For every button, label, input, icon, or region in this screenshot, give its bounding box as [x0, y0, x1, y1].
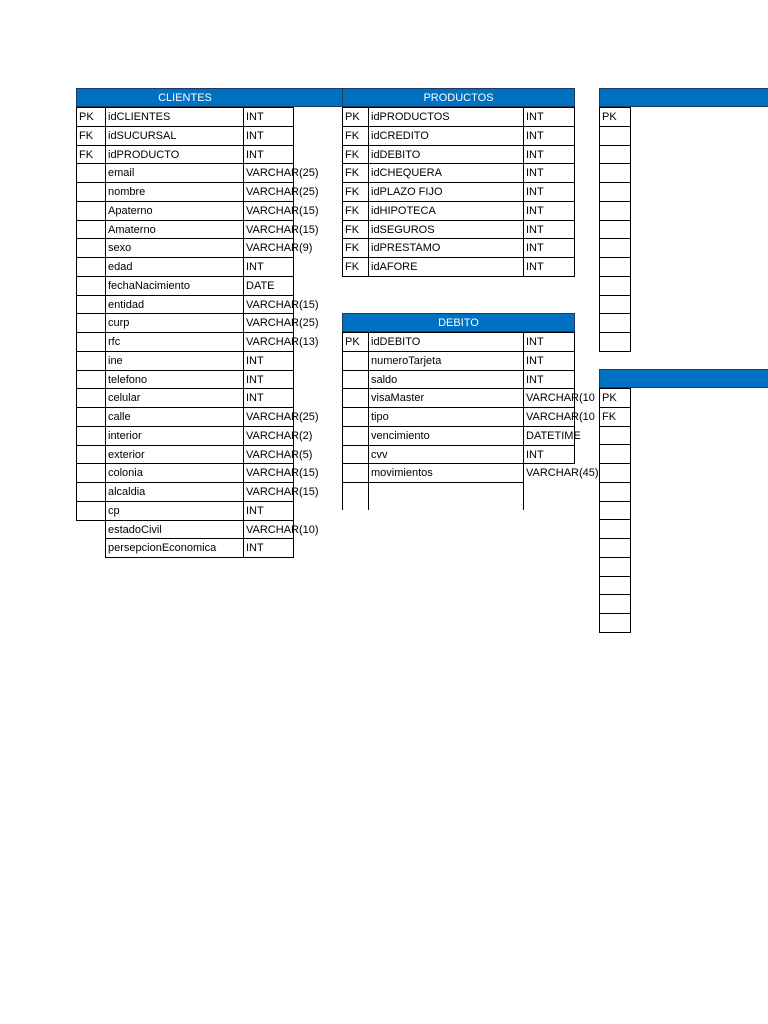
field-name-cell[interactable]: rfc	[105, 332, 244, 352]
key-cell[interactable]: FK	[76, 145, 106, 165]
key-cell[interactable]	[342, 370, 369, 390]
key-cell[interactable]	[76, 426, 106, 446]
key-cell[interactable]	[76, 220, 106, 240]
field-name-cell[interactable]: movimientos	[368, 463, 524, 483]
key-cell[interactable]: FK	[342, 220, 369, 240]
field-name-cell[interactable]: calle	[105, 407, 244, 427]
key-cell[interactable]	[76, 276, 106, 296]
data-type-cell[interactable]: VARCHAR(5)	[243, 445, 294, 465]
data-type-cell[interactable]: INT	[243, 501, 294, 521]
data-type-cell[interactable]: INT	[523, 445, 575, 465]
key-cell[interactable]: FK	[342, 163, 369, 183]
key-cell[interactable]	[76, 351, 106, 371]
key-cell[interactable]	[599, 519, 631, 539]
key-cell[interactable]: FK	[599, 407, 631, 427]
key-cell[interactable]	[342, 445, 369, 465]
data-type-cell[interactable]: VARCHAR(15)	[243, 201, 294, 221]
key-cell[interactable]	[599, 576, 631, 596]
key-cell[interactable]	[599, 145, 631, 165]
data-type-cell[interactable]: VARCHAR(10)	[243, 520, 294, 540]
data-type-cell[interactable]: INT	[243, 145, 294, 165]
data-type-cell[interactable]: VARCHAR(25)	[243, 313, 294, 333]
key-cell[interactable]: FK	[342, 126, 369, 146]
key-cell[interactable]: PK	[599, 388, 631, 408]
key-cell[interactable]	[599, 463, 631, 483]
field-name-cell[interactable]: idPRESTAMO	[368, 238, 524, 258]
key-cell[interactable]	[342, 351, 369, 371]
key-cell[interactable]	[599, 220, 631, 240]
field-name-cell[interactable]: idPRODUCTO	[105, 145, 244, 165]
field-name-cell[interactable]: alcaldia	[105, 482, 244, 502]
data-type-cell[interactable]: VARCHAR(25)	[243, 182, 294, 202]
data-type-cell[interactable]: INT	[523, 126, 575, 146]
key-cell[interactable]: FK	[342, 238, 369, 258]
data-type-cell[interactable]: INT	[243, 370, 294, 390]
data-type-cell[interactable]: DATETIME	[523, 426, 575, 446]
data-type-cell[interactable]: VARCHAR(10	[523, 407, 575, 427]
data-type-cell[interactable]: VARCHAR(13)	[243, 332, 294, 352]
key-cell[interactable]	[599, 201, 631, 221]
key-cell[interactable]	[76, 501, 106, 521]
key-cell[interactable]	[599, 163, 631, 183]
key-cell[interactable]: FK	[342, 145, 369, 165]
field-name-cell[interactable]: idPLAZO FIJO	[368, 182, 524, 202]
data-type-cell[interactable]: INT	[523, 370, 575, 390]
key-cell[interactable]	[599, 613, 631, 633]
column-divider	[342, 482, 343, 510]
data-type-cell[interactable]: INT	[523, 107, 575, 127]
key-cell[interactable]: FK	[342, 257, 369, 277]
key-cell[interactable]	[76, 482, 106, 502]
field-name-cell[interactable]: celular	[105, 388, 244, 408]
key-cell[interactable]	[76, 257, 106, 277]
key-cell[interactable]	[599, 332, 631, 352]
key-cell[interactable]	[599, 126, 631, 146]
key-cell[interactable]	[599, 538, 631, 558]
field-name-cell[interactable]: curp	[105, 313, 244, 333]
key-cell[interactable]	[599, 557, 631, 577]
data-type-cell[interactable]: VARCHAR(25)	[243, 407, 294, 427]
data-type-cell[interactable]: INT	[243, 388, 294, 408]
data-type-cell[interactable]: INT	[523, 332, 575, 352]
field-name-cell[interactable]: interior	[105, 426, 244, 446]
key-cell[interactable]	[342, 463, 369, 483]
field-name-cell[interactable]: saldo	[368, 370, 524, 390]
key-cell[interactable]: FK	[76, 126, 106, 146]
data-type-cell[interactable]: INT	[523, 238, 575, 258]
data-type-cell[interactable]: VARCHAR(9)	[243, 238, 294, 258]
key-cell[interactable]	[76, 332, 106, 352]
field-name-cell[interactable]: exterior	[105, 445, 244, 465]
key-cell[interactable]: PK	[76, 107, 106, 127]
table-debito-header[interactable]: DEBITO	[342, 313, 575, 332]
key-cell[interactable]	[599, 238, 631, 258]
data-type-cell[interactable]: VARCHAR(2)	[243, 426, 294, 446]
data-type-cell[interactable]: DATE	[243, 276, 294, 296]
field-name-cell[interactable]: tipo	[368, 407, 524, 427]
data-type-cell[interactable]: INT	[243, 257, 294, 277]
field-name-cell[interactable]: entidad	[105, 295, 244, 315]
key-cell[interactable]	[76, 163, 106, 183]
key-cell[interactable]	[76, 313, 106, 333]
data-type-cell[interactable]: VARCHAR(15)	[243, 482, 294, 502]
key-cell[interactable]	[76, 182, 106, 202]
data-type-cell[interactable]: INT	[243, 126, 294, 146]
table-clientes-header[interactable]: CLIENTES	[76, 88, 294, 107]
key-cell[interactable]: FK	[342, 182, 369, 202]
key-cell[interactable]	[76, 445, 106, 465]
table-productos-header[interactable]: PRODUCTOS	[342, 88, 575, 107]
key-cell[interactable]	[76, 238, 106, 258]
field-name-cell[interactable]: idSEGUROS	[368, 220, 524, 240]
field-name-cell[interactable]: persepcionEconomica	[105, 538, 244, 558]
field-name-cell[interactable]: nombre	[105, 182, 244, 202]
field-name-cell[interactable]: idCLIENTES	[105, 107, 244, 127]
field-name-cell[interactable]: idAFORE	[368, 257, 524, 277]
field-name-cell[interactable]: Apaterno	[105, 201, 244, 221]
key-cell[interactable]	[599, 501, 631, 521]
data-type-cell[interactable]: INT	[523, 201, 575, 221]
data-type-cell[interactable]: INT	[243, 107, 294, 127]
data-type-cell[interactable]: VARCHAR(10	[523, 388, 575, 408]
field-name-cell[interactable]: idCHEQUERA	[368, 163, 524, 183]
field-name-cell[interactable]: cp	[105, 501, 244, 521]
key-cell[interactable]: PK	[342, 332, 369, 352]
key-cell[interactable]	[599, 594, 631, 614]
key-cell[interactable]	[342, 426, 369, 446]
key-cell[interactable]: PK	[342, 107, 369, 127]
key-cell[interactable]	[76, 295, 106, 315]
key-cell[interactable]	[76, 388, 106, 408]
key-cell[interactable]: PK	[599, 107, 631, 127]
data-type-cell[interactable]: INT	[523, 220, 575, 240]
data-type-cell[interactable]: INT	[523, 351, 575, 371]
key-cell[interactable]	[76, 370, 106, 390]
column-divider	[523, 482, 524, 510]
data-type-cell[interactable]: INT	[243, 351, 294, 371]
field-name-cell[interactable]: sexo	[105, 238, 244, 258]
key-cell[interactable]	[342, 407, 369, 427]
data-type-cell[interactable]: VARCHAR(15)	[243, 295, 294, 315]
key-cell[interactable]	[599, 182, 631, 202]
field-name-cell[interactable]: estadoCivil	[105, 520, 244, 540]
data-type-cell[interactable]: VARCHAR(15)	[243, 220, 294, 240]
key-cell[interactable]	[599, 426, 631, 446]
field-name-cell[interactable]: cvv	[368, 445, 524, 465]
field-name-cell[interactable]: email	[105, 163, 244, 183]
data-type-cell[interactable]: INT	[523, 163, 575, 183]
field-name-cell[interactable]: colonia	[105, 463, 244, 483]
data-type-cell[interactable]: INT	[243, 538, 294, 558]
field-name-cell[interactable]: idDEBITO	[368, 145, 524, 165]
key-cell[interactable]: FK	[342, 201, 369, 221]
table-right-bottom-header[interactable]	[599, 369, 768, 388]
field-name-cell[interactable]: telefono	[105, 370, 244, 390]
key-cell[interactable]	[599, 482, 631, 502]
field-name-cell[interactable]: idHIPOTECA	[368, 201, 524, 221]
table-right-top-header[interactable]	[599, 88, 768, 107]
field-name-cell[interactable]: visaMaster	[368, 388, 524, 408]
table-clientes-header-overflow	[293, 88, 343, 107]
data-type-cell[interactable]: INT	[523, 182, 575, 202]
field-name-cell[interactable]: Amaterno	[105, 220, 244, 240]
column-divider	[368, 482, 369, 510]
field-name-cell[interactable]: numeroTarjeta	[368, 351, 524, 371]
data-type-cell[interactable]: INT	[523, 257, 575, 277]
key-cell[interactable]	[599, 257, 631, 277]
field-name-cell[interactable]: idCREDITO	[368, 126, 524, 146]
key-cell[interactable]	[342, 388, 369, 408]
field-name-cell[interactable]: fechaNacimiento	[105, 276, 244, 296]
data-type-cell[interactable]: VARCHAR(45)	[523, 463, 575, 483]
field-name-cell[interactable]: idSUCURSAL	[105, 126, 244, 146]
data-type-cell[interactable]: VARCHAR(25)	[243, 163, 294, 183]
key-cell[interactable]	[599, 276, 631, 296]
data-type-cell[interactable]: INT	[523, 145, 575, 165]
key-cell[interactable]	[76, 201, 106, 221]
field-name-cell[interactable]: idDEBITO	[368, 332, 524, 352]
key-cell[interactable]	[76, 463, 106, 483]
field-name-cell[interactable]: idPRODUCTOS	[368, 107, 524, 127]
key-cell[interactable]	[76, 407, 106, 427]
field-name-cell[interactable]: vencimiento	[368, 426, 524, 446]
field-name-cell[interactable]: edad	[105, 257, 244, 277]
key-cell[interactable]	[599, 313, 631, 333]
data-type-cell[interactable]: VARCHAR(15)	[243, 463, 294, 483]
key-cell[interactable]	[599, 295, 631, 315]
field-name-cell[interactable]: ine	[105, 351, 244, 371]
key-cell[interactable]	[599, 444, 631, 464]
